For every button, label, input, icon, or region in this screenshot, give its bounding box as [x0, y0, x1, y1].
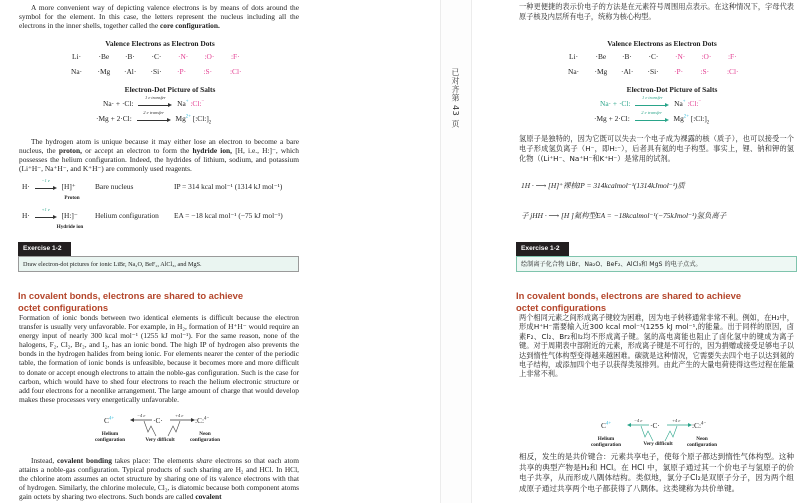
- eq1-cation: Na: [674, 99, 683, 108]
- hydride-ea-value: EA = −18 kcal mol⁻¹ (−75 kJ mol⁻¹): [174, 211, 283, 220]
- dot-si: ·Si·: [647, 67, 659, 76]
- exercise-tab: Exercise 1-2: [18, 242, 71, 256]
- term-covalent-bonding: covalent bonding: [56, 456, 112, 465]
- intro-text: A more convenient way of depicting valence electrons is by means of dots around the symbol for the element. In this case, the letters represent the nucleus including all the electrons in the inner shells, together called the: [19, 3, 299, 31]
- covalent-bonding-paragraph: [19, 456, 299, 501]
- svg-text:+4 e: +4 e: [672, 418, 681, 423]
- plus-4e-label: +4 e: [175, 413, 184, 418]
- reaction-arrow-icon: [35, 207, 57, 220]
- anion-subscript: 2: [706, 120, 710, 126]
- dot-n: ·N·: [675, 52, 686, 61]
- exercise-tab: Exercise 1-2: [516, 242, 569, 256]
- proton-equation: [22, 178, 76, 191]
- dot-c: ·C·: [151, 52, 162, 61]
- carbon-4plus: $C^{4+}$: [601, 421, 612, 430]
- valence-row-period3: [568, 67, 754, 76]
- eq2-cation: Mg: [673, 114, 684, 123]
- text-run: Instead,: [31, 456, 57, 465]
- minus-4e-label: −4 e: [137, 413, 146, 418]
- dot-mg: ·Mg: [594, 67, 608, 76]
- dot-na: Na·: [568, 67, 580, 76]
- hydride-ion-label: Hydride ion: [56, 224, 84, 230]
- arrow-label: 2 e transfer: [641, 110, 663, 116]
- anion-subscript: 2: [208, 120, 212, 126]
- dot-b: ·B·: [125, 52, 135, 61]
- section-heading: In covalent bonds, electrons are shared to achieve octet configurations: [516, 290, 742, 313]
- term-hydride-ion: hydride ion,: [192, 146, 233, 156]
- proton-ip-value: IP = 314 kcal mol⁻¹ (1314 kJ mol⁻¹): [174, 182, 283, 191]
- proton-equation-zh: 1H · ⟶ [H]⁺裸核IP = 314kcalmol⁻¹(1314kJmol⁻¹)质: [521, 181, 685, 190]
- dot-p: ·P·: [674, 67, 684, 76]
- dot-p: ·P·: [177, 67, 187, 76]
- valence-figure-title: Valence Electrons as Electron Dots: [607, 39, 717, 48]
- hydride-equation: [22, 207, 78, 220]
- transfer-arrow-icon: [635, 110, 669, 123]
- cation-charge: +: [682, 99, 686, 105]
- helium-configuration-label: Helium configuration: [95, 431, 125, 443]
- term-proton: proton,: [58, 146, 82, 156]
- valence-figure-title: Valence Electrons as Electron Dots: [105, 39, 215, 48]
- valence-row-period2: [72, 52, 258, 61]
- dot-mg: ·Mg: [97, 67, 111, 76]
- term-covalent: covalent: [195, 492, 222, 502]
- covalent-bonding-paragraph-zh: 相反，发生的是共价键合：元素共享电子，使每个原子都达到惰性气体构型。这种共享的典型产物是H₂和 HCl。在 HCl 中，氯原子通过其一个价电子与氢原子的价电子共享，从而形成八隅体结构。类似地，氯分子Cl₂是双原子分子，因为两个组成原子通过共享两个电子都获得了八隅体。这类键称为共价单键。: [519, 452, 794, 493]
- text-run: takes place: The elements: [111, 456, 197, 465]
- section-heading: In covalent bonds, electrons are shared to achieve octet configurations: [18, 290, 244, 313]
- eq-product: [H]⁺: [61, 182, 76, 191]
- dot-f: :F·: [231, 52, 240, 61]
- arrow-label: −1 e: [41, 178, 50, 184]
- dot-si: ·Si·: [150, 67, 162, 76]
- salt-equation-nacl: [103, 95, 205, 108]
- eq1-reactants: Na· + ·Cl:: [103, 99, 134, 108]
- eq-lhs: H·: [22, 182, 30, 191]
- eq1-cation: Na: [177, 99, 186, 108]
- proton-description: Bare nucleus: [95, 182, 134, 191]
- transfer-arrow-icon: [138, 95, 172, 108]
- arrow-label: 1 e transfer: [144, 95, 166, 101]
- dot-s: :S·: [203, 67, 213, 76]
- dot-c: ·C·: [648, 52, 659, 61]
- text-run: The hydrogen atom is unique because it may either lose an electron to become a bare nucleus, the: [19, 137, 299, 156]
- cation-charge: 2+: [683, 114, 689, 120]
- dot-b: ·B·: [622, 52, 632, 61]
- anion-charge: −: [698, 99, 702, 105]
- dot-li: Li·: [569, 52, 579, 61]
- dot-li: Li·: [72, 52, 82, 61]
- neon-configuration-label: Neon configuration: [190, 431, 220, 443]
- eq2-reactants: ·Mg + 2·Cl:: [594, 114, 630, 123]
- salt-equation-mgcl2: [594, 110, 710, 126]
- exercise-box: Draw electron-dot pictures for ionic LiBr, Na₂O, BeF₂, AlCl₃, and MgS.: [18, 256, 299, 272]
- translated-page-pane[interactable]: [472, 0, 800, 503]
- eq2-cation: Mg: [175, 114, 186, 123]
- text-run: [H, i.e., H:]⁻, which possesses the helium configuration. Indeed, the hydrides of lithium, sodium, and potassium (Li⁺H⁻, Na⁺H⁻, and K⁺H⁻) are commonly used reagents.: [19, 146, 299, 174]
- dot-al: ·Al·: [124, 67, 137, 76]
- dot-s: :S·: [700, 67, 710, 76]
- very-difficult-label: Very difficult: [145, 437, 175, 443]
- page-alignment-indicator: 已对齐第 43 页: [451, 68, 460, 128]
- text-run: electrons so that each atom attains a noble-gas configuration. Typical products of such sharing are H₂ and HCl. In HCl, the chlorine atom assumes an octet structure by sharing one of its valence electrons with that of hydrogen. Similarly, the chlorine molecule, Cl₂, is diatomic because both component atoms gain octets by sharing two electrons. Such bonds are called: [19, 456, 299, 502]
- anion-charge: −: [201, 99, 205, 105]
- arrow-label: 2 e transfer: [143, 110, 165, 116]
- salt-equation-mgcl2: [96, 110, 212, 126]
- page-sync-divider: [440, 0, 472, 503]
- cation-charge: 2+: [185, 114, 191, 120]
- salts-figure-title: Electron-Dot Picture of Salts: [626, 85, 718, 94]
- svg-text:−4 e: −4 e: [634, 418, 643, 423]
- eq1-anion: :Cl:: [687, 99, 699, 108]
- dot-na: Na·: [71, 67, 83, 76]
- eq2-reactants: ·Mg + 2·Cl:: [96, 114, 132, 123]
- intro-paragraph-zh: 一种更便捷的表示价电子的方法是在元素符号周围用点表示。在这种情况下，字母代表原子核及内层所有电子，统称为核心构型。: [519, 2, 794, 21]
- transfer-arrow-icon: [137, 110, 171, 123]
- very-difficult-label: Very difficult: [643, 441, 673, 447]
- dot-be: ·Be: [98, 52, 110, 61]
- cation-charge: +: [185, 99, 189, 105]
- transfer-arrow-icon: [635, 95, 669, 108]
- carbon-4plus: $C^{4+}$: [104, 416, 115, 425]
- valence-row-period3: [71, 67, 257, 76]
- hydrogen-paragraph-zh: 氢原子是独特的，因为它既可以失去一个电子成为裸露的核（质子），也可以接受一个电子形成氢负离子（H⁻，即H:⁻），后者具有氦的电子构型。事实上，锂、钠和钾的氢化物（(Li⁺H⁻、Na⁺H⁻和K⁺H⁻）是常用的试剂。: [519, 134, 794, 163]
- covalent-paragraph-zh: 两个相同元素之间形成离子键较为困难，因为电子转移通常非常不利。例如，在H₂中，形成H⁺H⁻需要输入近300 kcal mol⁻¹(1255 kJ mol⁻¹,的能量。出于同样的原因，卤素F₂、Cl₂、Br₂和I₂均不形成离子键。氢的高电离能也阻止了卤化氢中的键成为离子键。对于周期表中部附近的元素，形成离子键是不可行的，因为捐赠或接受足够电子以达到惰性气体构型变得越来越困难。碳就是这种情况，它需要失去四个电子以达到氦的电子结构，或添加四个电子以获得类氖排列。由此产生的大量电荷使得这些过程在能量上非常不利。: [519, 313, 794, 379]
- neon-configuration-label: Neon configuration: [687, 436, 717, 448]
- intro-bold-term: core configuration.: [160, 21, 220, 31]
- valence-row-period2: [569, 52, 755, 61]
- dot-be: ·Be: [595, 52, 607, 61]
- intro-paragraph: [19, 3, 299, 30]
- hydrogen-paragraph: [19, 137, 299, 173]
- carbon-neutral: ·C·: [650, 421, 660, 430]
- carbon-4minus: :C:$^{4-}$: [692, 421, 707, 430]
- salt-equation-nacl: [600, 95, 702, 108]
- covalent-paragraph: Formation of ionic bonds between two identical elements is difficult because the electron transfer is usually very unfavorable. For example, in H₂, formation of H⁺H⁻ would require an energy input of nearly 300 kcal mol⁻¹ (1255 kJ mol⁻¹). For the same reason, none of the halogens, F₂, Cl₂, Br₂, and I₂, has an ionic bond. The high IP of hydrogen also prevents the bonds in the hydrogen halides from being ionic. For elements nearer the center of the periodic table, the formation of ionic bonds is unfeasible, because it becomes more and more difficult to donate or accept enough electrons to attain the noble-gas configuration. Such is the case for carbon, which would have to shed four electrons to reach the helium electronic structure or add four electrons for a neonlike arrangement. The large amount of charge that would develop makes these processes very energetically unfavorable.: [19, 313, 299, 404]
- reaction-arrow-icon: [35, 178, 57, 191]
- emphasis-share: share: [196, 456, 213, 465]
- helium-configuration-label: Helium configuration: [591, 436, 621, 448]
- dot-o: :O·: [204, 52, 215, 61]
- dot-cl: :Cl·: [230, 67, 242, 76]
- dot-f: :F·: [728, 52, 737, 61]
- dot-al: ·Al·: [621, 67, 634, 76]
- dot-n: ·N·: [178, 52, 189, 61]
- hydride-equation-zh: 子 jHH · ⟶ [H ]氦构型EA = −18kcalmol⁻¹(−75kJmol⁻¹)氢负离子: [521, 211, 727, 220]
- carbon-neutral: ·C·: [153, 416, 163, 425]
- eq1-reactants: Na· + ·Cl:: [600, 99, 631, 108]
- eq1-anion: :Cl:: [190, 99, 202, 108]
- arrow-label: 1 e transfer: [641, 95, 663, 101]
- eq2-anion: [:Cl:]: [192, 114, 209, 123]
- salts-figure-title: Electron-Dot Picture of Salts: [124, 85, 216, 94]
- dot-cl: :Cl·: [727, 67, 739, 76]
- eq2-anion: [:Cl:]: [690, 114, 707, 123]
- dot-o: :O·: [701, 52, 712, 61]
- arrow-label: +1 e: [41, 207, 50, 213]
- hydride-description: Helium configuration: [95, 211, 159, 220]
- eq-lhs: H·: [22, 211, 30, 220]
- proton-label: Proton: [64, 195, 80, 201]
- text-run: or accept an electron to form the: [81, 146, 193, 156]
- exercise-box: 绘制离子化合物 LiBr、Na₂O、BeF₂、AlCl₃和 MgS 的电子点式。: [516, 256, 797, 272]
- carbon-4minus: :C:$^{4-}$: [195, 416, 210, 425]
- eq-product: [H:]⁻: [61, 211, 78, 220]
